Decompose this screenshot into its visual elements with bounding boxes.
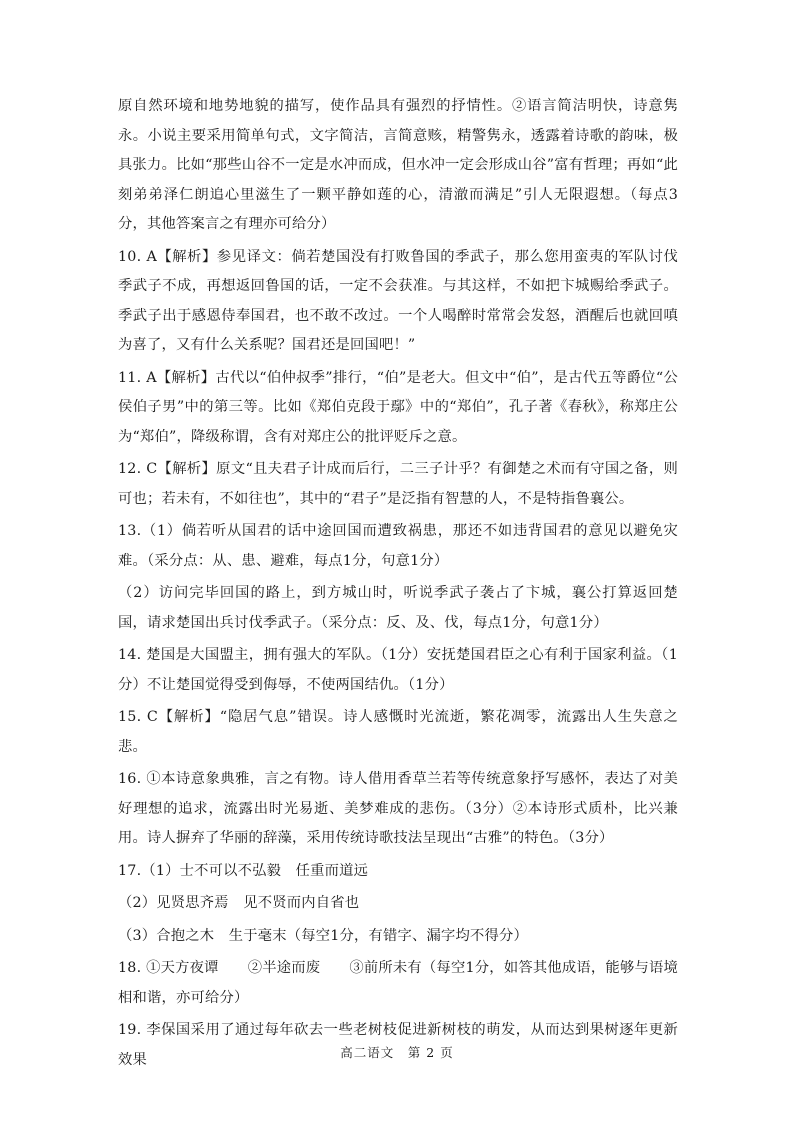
- answer-17-part-1: 17.（1）士不可以不弘毅 任重而道远: [118, 862, 369, 879]
- answer-14: 14. 楚国是大国盟主，拥有强大的军队。（1分）安抚楚国君臣之心有利于国家利益。（1分）不让楚国觉得受到侮辱，不使两国结仇。（1分）: [118, 647, 678, 693]
- answer-13-part-1: 13.（1）倘若听从国君的话中途回国而遭致祸患，那还不如违背国君的意见以避免灾难。（采分点：从、患、避难，每点1分，句意1分）: [118, 523, 678, 569]
- page-footer: 高二语文 第 2 页: [340, 1045, 454, 1060]
- answer-12: 12. C【解析】原文“且夫君子计成而后行，二三子计乎？有御楚之术而有守国之备，则可也；若未有，不如往也”，其中的“君子”是泛指有智慧的人，不是特指鲁襄公。: [118, 461, 678, 507]
- answer-key-body: [118, 92, 678, 1078]
- answer-11: 11. A【解析】古代以“伯仲叔季”排行，“伯”是老大。但文中“伯”，是古代五等爵位“公侯伯子男”中的第三等。比如《郑伯克段于鄢》中的“郑伯”，孔子著《春秋》，称郑庄公为“郑伯”，降级称谓，含有对郑庄公的批评贬斥之意。: [118, 369, 678, 445]
- answer-15: 15. C【解析】“隐居气息”错误。诗人感慨时光流逝，繁花凋零，流露出人生失意之悲。: [118, 709, 678, 755]
- answer-18: 18. ①天方夜谭 ②半途而废 ③前所未有（每空1分，如答其他成语，能够与语境相和谐，亦可给分）: [118, 960, 678, 1006]
- paragraph-9-continued: 原自然环境和地势地貌的描写，使作品具有强烈的抒情性。②语言简洁明快，诗意隽永。小说主要采用简单句式，文字简洁，言简意赅，精警隽永，透露着诗歌的韵味，极具张力。比如“那些山谷不一定是水冲而成，但水冲一定会形成山谷”富有哲理；再如“此刻弟弟泽仁朗追心里滋生了一颗平静如莲的心，清澈而满足”引人无限遐想。（每点3分，其他答案言之有理亦可给分）: [118, 98, 678, 232]
- answer-17-part-2: （2）见贤思齐焉 见不贤而内自省也: [118, 895, 360, 911]
- answer-17-part-3: （3）合抱之木 生于毫末（每空1分，有错字、漏字均不得分）: [118, 927, 529, 944]
- answer-10: 10. A【解析】参见译文：倘若楚国没有打败鲁国的季武子，那么您用蛮夷的军队讨伐季武子不成，再想返回鲁国的话，一定不会获准。与其这样，不如把卞城赐给季武子。季武子出于感恩侍奉国君，也不敢不改过。一个人喝醉时常常会发怒，酒醒后也就回嗔为喜了，又有什么关系呢？国君还是回国吧！”: [118, 248, 678, 353]
- answer-13-part-2: （2）访问完毕回国的路上，到方城山时，听说季武子袭占了卞城，襄公打算返回楚国，请求楚国出兵讨伐季武子。（采分点：反、及、伐，每点1分，句意1分）: [118, 585, 678, 631]
- answer-16: 16. ①本诗意象典雅，言之有物。诗人借用香草兰若等传统意象抒写感怀，表达了对美好理想的追求，流露出时光易逝、美梦难成的悲伤。（3分）②本诗形式质朴，比兴兼用。诗人摒弃了华丽的辞藻，采用传统诗歌技法呈现出“古雅”的特色。（3分）: [118, 771, 678, 846]
- answer-19: 19. 李保国采用了通过每年砍去一些老树枝促进新树枝的萌发，从而达到果树逐年更新效果: [118, 1022, 678, 1068]
